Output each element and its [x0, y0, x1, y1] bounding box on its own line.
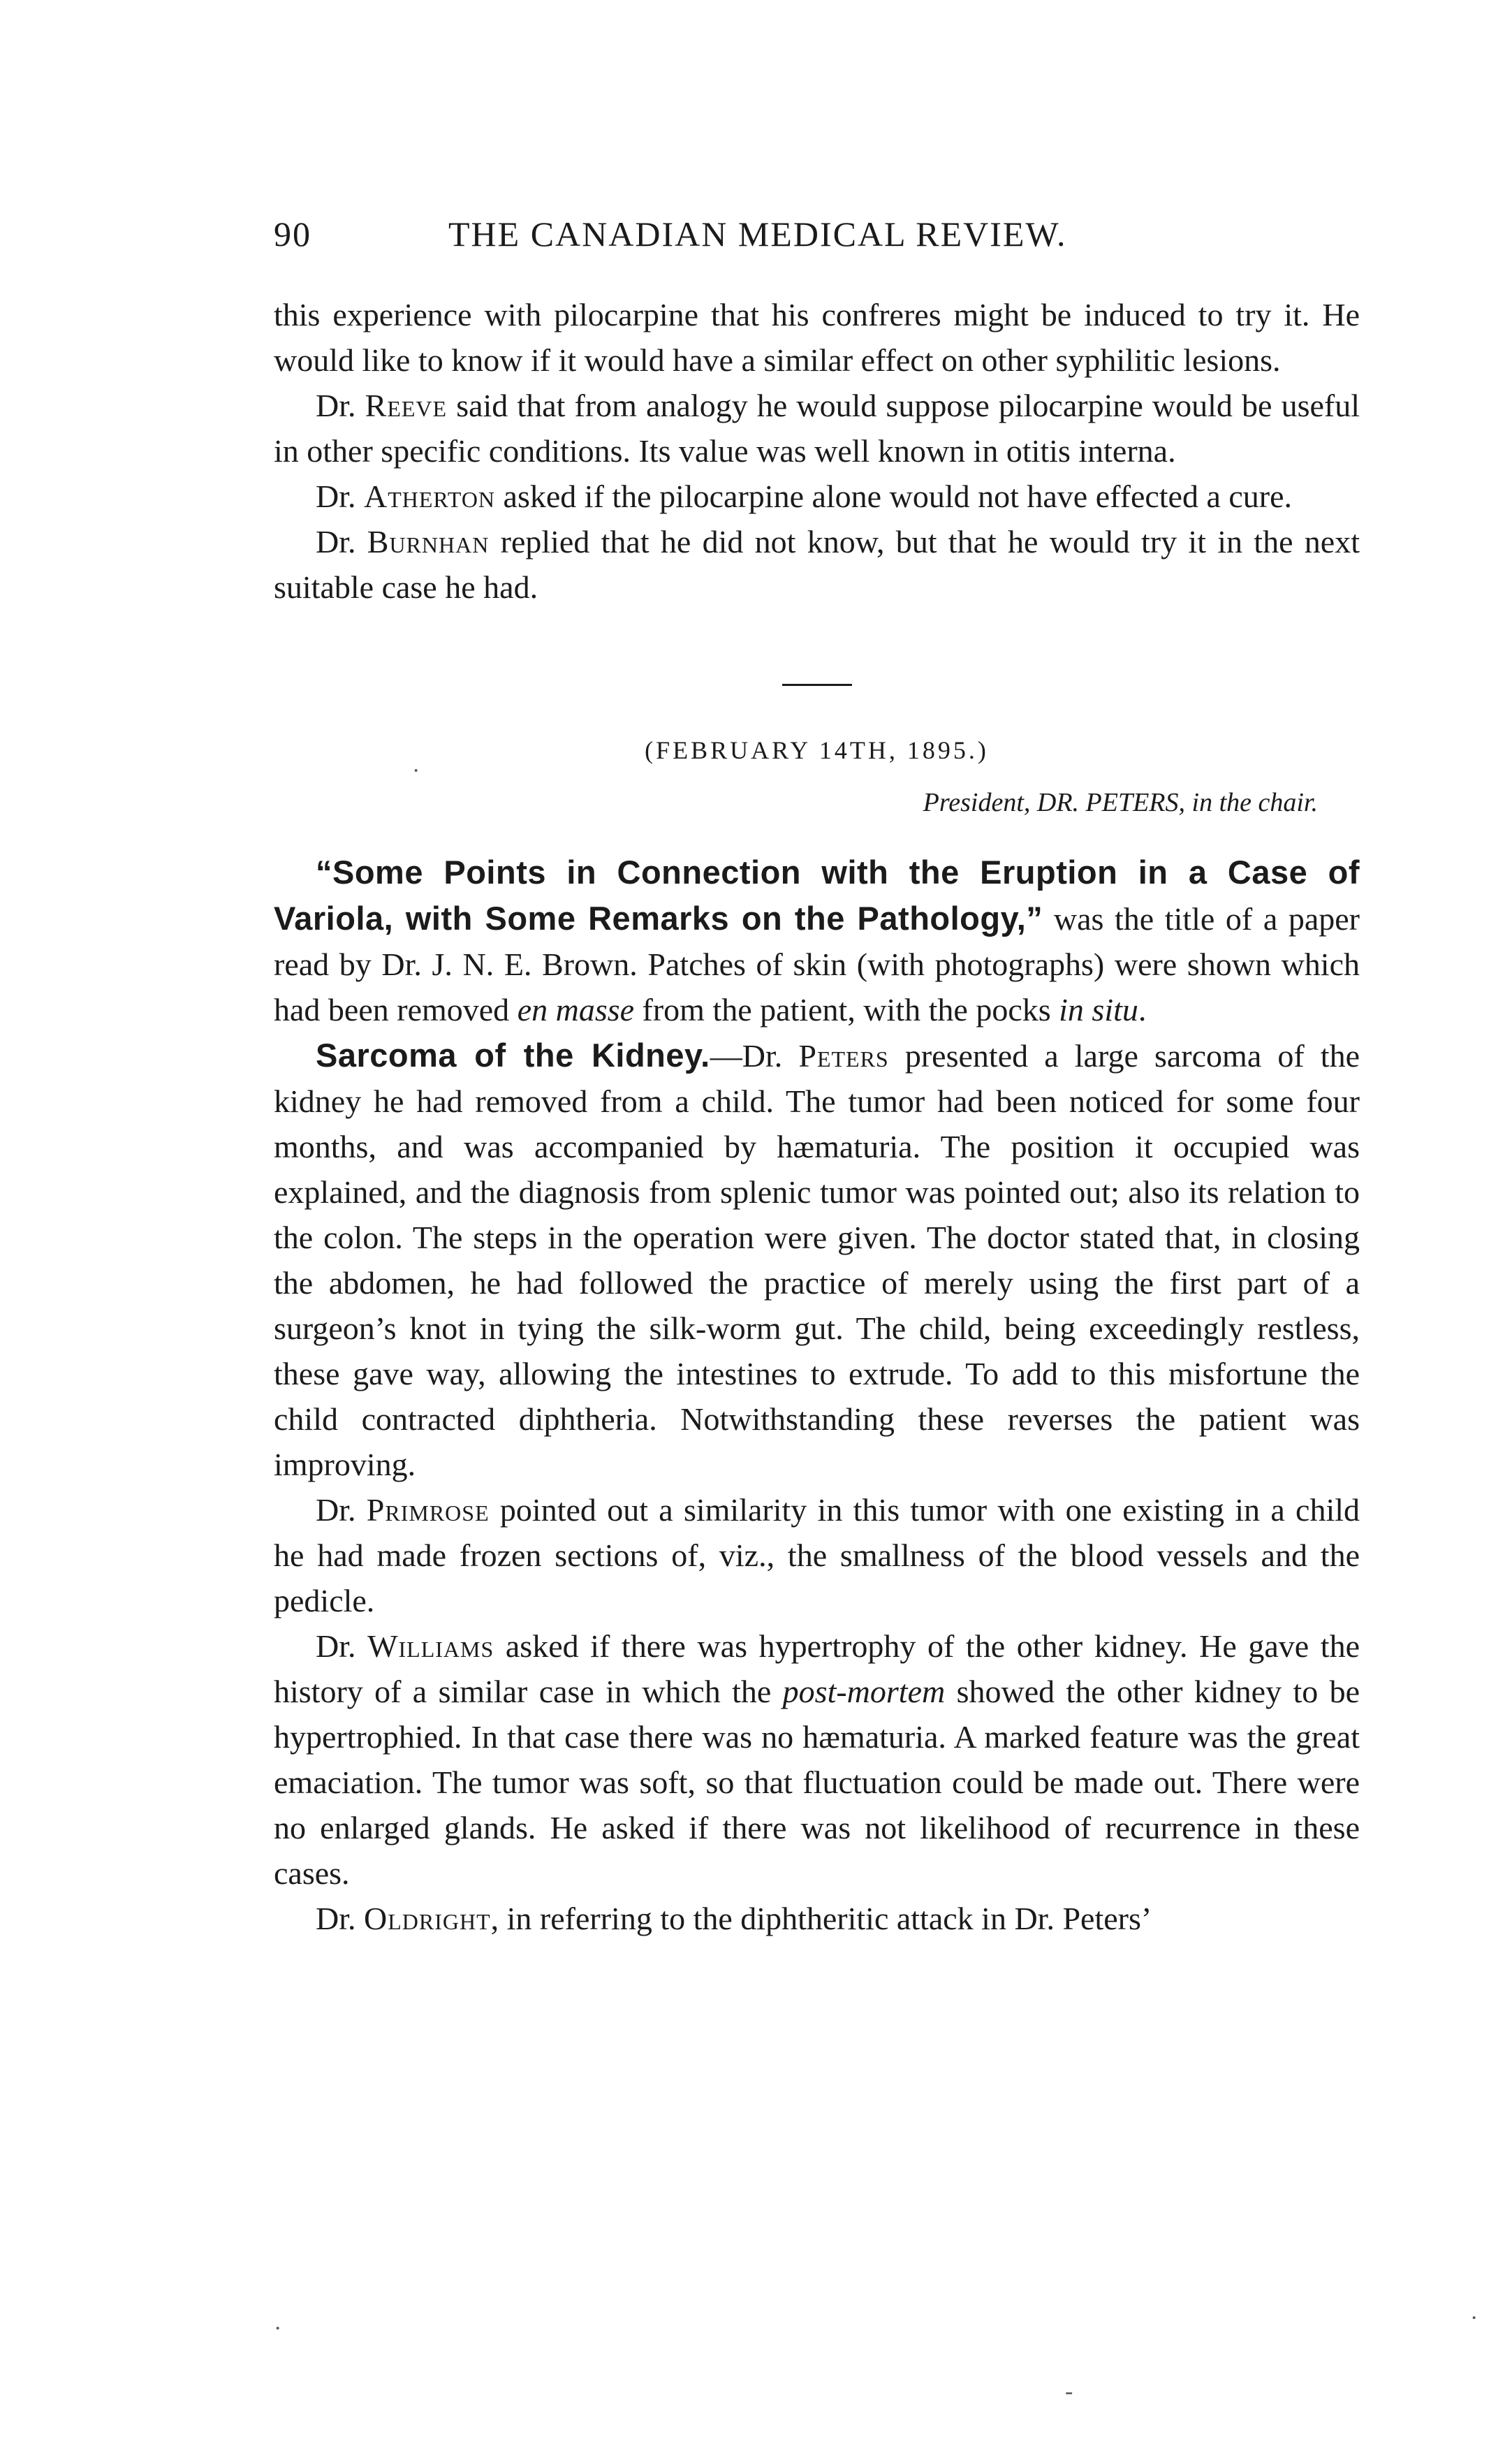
paragraph-burnhan: Dr. Burnhan replied that he did not know, but that he would try it in the next suitable case he had.: [274, 524, 1360, 605]
speaker-name: Williams: [367, 1628, 494, 1664]
speaker-name: Atherton: [364, 478, 496, 514]
paragraph-atherton: Dr. Atherton asked if the pilocarpine alone would not have effected a cure.: [316, 478, 1293, 514]
article-body: [274, 292, 1360, 1941]
speaker-name: Peters: [798, 1038, 889, 1074]
paper-title: “Some Points in Connection with the Eruption in a Case of Variola, with Some Remarks on the Pathology,”: [274, 854, 1360, 937]
speaker-name: Reeve: [365, 388, 448, 423]
paragraph-williams: Dr. Williams asked if there was hypertrophy of the other kidney. He gave the history of a similar case in which the post-mortem showed the other kidney to be hypertrophied. In that case there was no hæmaturia. A marked feature was the great emaciation. The tumor was soft, so that fluctuation could be made out. There were no enlarged glands. He asked if there was not likelihood of recurrence in these cases.: [274, 1628, 1360, 1891]
paragraph-oldright: Dr. Oldright, in referring to the diphtheritic attack in Dr. Peters’: [316, 1901, 1152, 1936]
paragraph-reeve: Dr. Reeve said that from analogy he would suppose pilocarpine would be useful in other specific conditions. Its value was well known in otitis interna.: [274, 388, 1360, 469]
paragraph-sarcoma: Sarcoma of the Kidney.—Dr. Peters presented a large sarcoma of the kidney he had removed from a child. The tumor had been noticed for some four months, and was accompanied by hæmaturia. The position it occupied was explained, and the diagnosis from splenic tumor was pointed out; also its relation to the colon. The steps in the operation were given. The doctor stated that, in closing the abdomen, he had followed the practice of merely using the first part of a surgeon’s knot in tying the silk-worm gut. The child, being exceedingly restless, these gave way, allowing the intestines to extrude. To add to this misfortune the child contracted diphtheria. Notwithstanding these reverses the patient was improving.: [274, 1037, 1360, 1482]
running-head: THE CANADIAN MEDICAL REVIEW.: [448, 214, 1067, 254]
meeting-chair: President, DR. PETERS, in the chair.: [923, 788, 1318, 817]
speaker-name: Oldright: [364, 1901, 491, 1936]
paragraph-continuation: this experience with pilocarpine that his confreres might be induced to try it. He would like to know if it would have a similar effect on other syphilitic lesions.: [274, 297, 1360, 378]
scan-speck: ·: [412, 758, 420, 784]
scan-speck: ·: [1470, 2305, 1478, 2331]
paragraph-primrose: Dr. Primrose pointed out a similarity in this tumor with one existing in a child he had made frozen sections of, viz., the smallness of the blood vessels and the pedicle.: [274, 1492, 1360, 1618]
speaker-name: Burnhan: [367, 524, 490, 560]
speaker-name: Primrose: [366, 1492, 490, 1528]
section-title: Sarcoma of the Kidney.: [316, 1037, 710, 1074]
page-number: 90: [274, 214, 311, 254]
section-divider: [782, 684, 852, 686]
paragraph-variola: “Some Points in Connection with the Eruption in a Case of Variola, with Some Remarks on the Pathology,” was the title of a paper read by Dr. J. N. E. Brown. Patches of skin (with photographs) were shown which had been removed en masse from the patient, with the pocks in situ.: [274, 854, 1360, 1028]
scan-speck: ·: [274, 2316, 282, 2341]
scan-speck: -: [1065, 2378, 1073, 2404]
meeting-date: (FEBRUARY 14TH, 1895.): [645, 736, 989, 764]
